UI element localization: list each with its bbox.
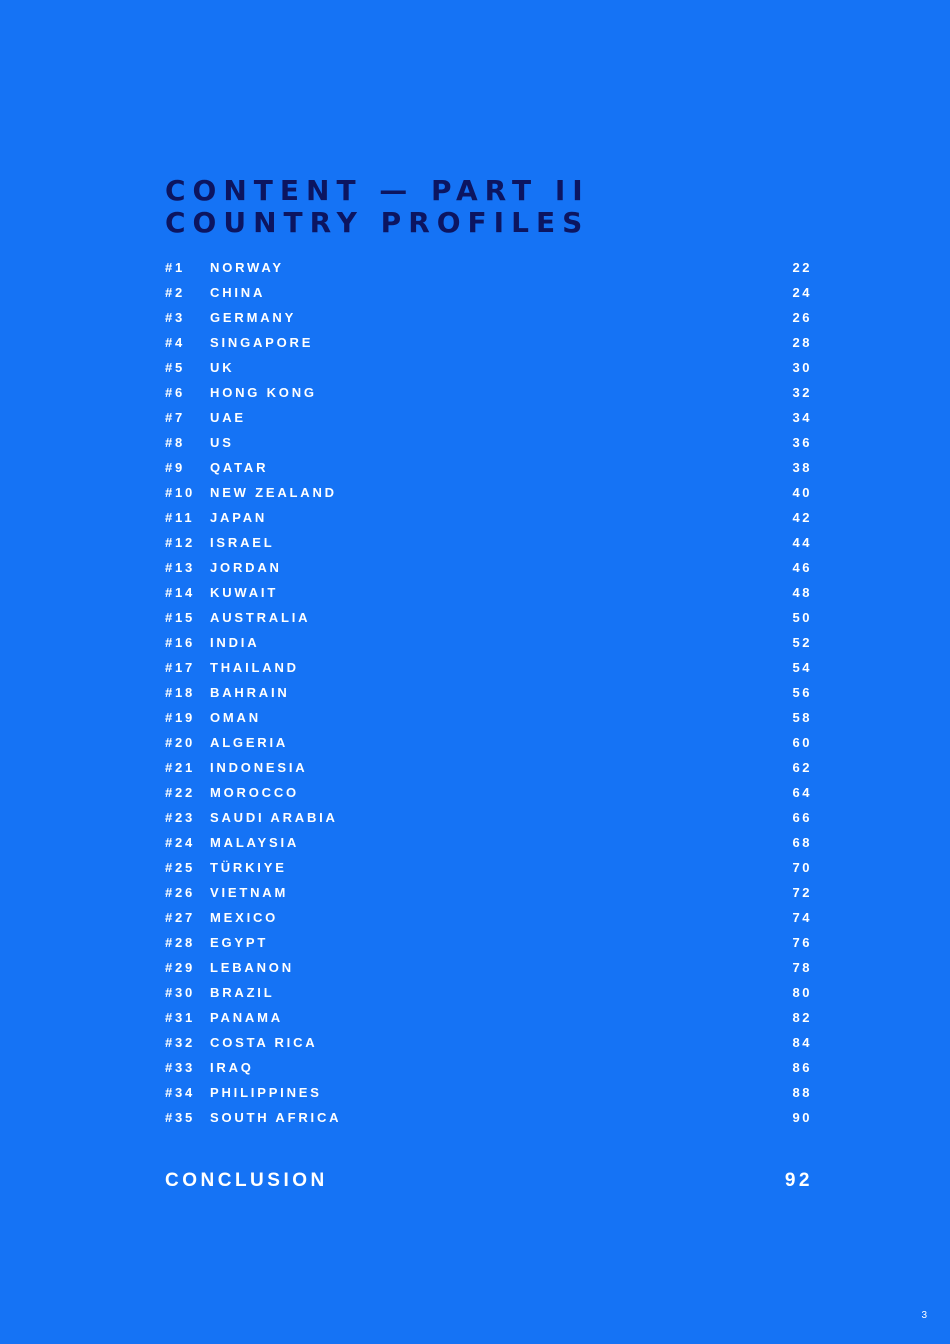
toc-entry-rank: #13 <box>165 560 196 575</box>
toc-entry-page-number: 36 <box>792 435 812 450</box>
toc-entry-country: BRAZIL <box>210 985 275 1000</box>
toc-entry-rank: #6 <box>165 385 186 400</box>
toc-entry-rank: #14 <box>165 585 196 600</box>
toc-entry-page-number: 70 <box>792 860 812 875</box>
toc-entry-country: HONG KONG <box>210 385 317 400</box>
toc-entry[interactable] <box>165 505 810 530</box>
toc-entry-rank: #35 <box>165 1110 196 1125</box>
toc-entry[interactable] <box>165 430 810 455</box>
toc-entry-rank: #2 <box>165 285 186 300</box>
toc-entry-page-number: 78 <box>792 960 812 975</box>
toc-entry-rank: #33 <box>165 1060 196 1075</box>
toc-entry-country: QATAR <box>210 460 269 475</box>
toc-entry[interactable] <box>165 680 810 705</box>
toc-entry-page-number: 76 <box>792 935 812 950</box>
toc-entry[interactable] <box>165 380 810 405</box>
toc-entry-rank: #12 <box>165 535 196 550</box>
toc-entry-rank: #27 <box>165 910 196 925</box>
toc-entry-rank: #11 <box>165 510 195 525</box>
toc-entry[interactable] <box>165 630 810 655</box>
toc-entry-country: VIETNAM <box>210 885 289 900</box>
toc-entry-rank: #17 <box>165 660 196 675</box>
toc-entry-country: UK <box>210 360 235 375</box>
toc-entry-page-number: 40 <box>792 485 812 500</box>
toc-entry-rank: #32 <box>165 1035 196 1050</box>
toc-entry-page-number: 66 <box>792 810 812 825</box>
toc-entry[interactable] <box>165 1105 810 1130</box>
toc-entry-country: SOUTH AFRICA <box>210 1110 342 1125</box>
toc-entry-country: INDIA <box>210 635 260 650</box>
toc-entry-page-number: 50 <box>792 610 812 625</box>
toc-entry-page-number: 48 <box>792 585 812 600</box>
title-line-1: CONTENT — PART II <box>165 174 590 207</box>
toc-entry-country: JAPAN <box>210 510 268 525</box>
toc-entry[interactable] <box>165 980 810 1005</box>
toc-entry-country: LEBANON <box>210 960 294 975</box>
toc-entry[interactable] <box>165 805 810 830</box>
toc-entry[interactable] <box>165 280 810 305</box>
toc-entry-country: AUSTRALIA <box>210 610 311 625</box>
toc-entry-rank: #5 <box>165 360 186 375</box>
toc-entry[interactable] <box>165 555 810 580</box>
toc-entry[interactable] <box>165 1030 810 1055</box>
toc-entry[interactable] <box>165 755 810 780</box>
conclusion-label: CONCLUSION <box>165 1170 328 1191</box>
toc-entry[interactable] <box>165 455 810 480</box>
toc-entry-rank: #25 <box>165 860 196 875</box>
toc-entry[interactable] <box>165 255 810 280</box>
toc-entry-country: ALGERIA <box>210 735 289 750</box>
toc-entry-page-number: 52 <box>792 635 812 650</box>
toc-entry[interactable] <box>165 880 810 905</box>
toc-entry-rank: #26 <box>165 885 196 900</box>
toc-entry[interactable] <box>165 705 810 730</box>
conclusion-entry[interactable] <box>165 1166 813 1196</box>
page-number: 3 <box>921 1310 927 1321</box>
toc-entry[interactable] <box>165 355 810 380</box>
toc-entry-country: MEXICO <box>210 910 279 925</box>
toc-entry-rank: #28 <box>165 935 196 950</box>
toc-entry-country: PANAMA <box>210 1010 283 1025</box>
toc-entry[interactable] <box>165 930 810 955</box>
toc-entry-page-number: 58 <box>792 710 812 725</box>
toc-entry-country: BAHRAIN <box>210 685 290 700</box>
toc-entry-rank: #30 <box>165 985 196 1000</box>
toc-entry[interactable] <box>165 730 810 755</box>
toc-entry-page-number: 30 <box>792 360 812 375</box>
toc-entry-page-number: 34 <box>792 410 812 425</box>
toc-entry-country: MOROCCO <box>210 785 299 800</box>
toc-entry-rank: #9 <box>165 460 186 475</box>
table-of-contents <box>165 255 810 1130</box>
toc-entry-page-number: 72 <box>792 885 812 900</box>
toc-entry-country: KUWAIT <box>210 585 279 600</box>
toc-entry-country: OMAN <box>210 710 261 725</box>
toc-entry-country: SINGAPORE <box>210 335 314 350</box>
toc-entry[interactable] <box>165 305 810 330</box>
toc-entry[interactable] <box>165 905 810 930</box>
page-title <box>165 175 590 239</box>
toc-entry-page-number: 62 <box>792 760 812 775</box>
toc-entry[interactable] <box>165 955 810 980</box>
toc-entry[interactable] <box>165 655 810 680</box>
conclusion-page-number: 92 <box>784 1170 813 1191</box>
toc-entry[interactable] <box>165 480 810 505</box>
toc-entry-page-number: 74 <box>792 910 812 925</box>
toc-entry-rank: #31 <box>165 1010 196 1025</box>
toc-entry-rank: #24 <box>165 835 196 850</box>
toc-entry-page-number: 88 <box>792 1085 812 1100</box>
toc-entry-page-number: 24 <box>792 285 812 300</box>
toc-entry-rank: #29 <box>165 960 196 975</box>
toc-entry-rank: #4 <box>165 335 186 350</box>
toc-entry[interactable] <box>165 580 810 605</box>
toc-entry[interactable] <box>165 1005 810 1030</box>
toc-entry-page-number: 82 <box>792 1010 812 1025</box>
toc-entry-page-number: 54 <box>792 660 812 675</box>
toc-entry[interactable] <box>165 830 810 855</box>
toc-entry-page-number: 68 <box>792 835 812 850</box>
toc-entry-page-number: 44 <box>792 535 812 550</box>
toc-entry-country: INDONESIA <box>210 760 308 775</box>
toc-entry[interactable] <box>165 530 810 555</box>
toc-entry-rank: #18 <box>165 685 196 700</box>
toc-entry[interactable] <box>165 780 810 805</box>
toc-entry-page-number: 38 <box>792 460 812 475</box>
toc-entry-rank: #10 <box>165 485 196 500</box>
toc-entry-country: IRAQ <box>210 1060 254 1075</box>
toc-entry-page-number: 56 <box>792 685 812 700</box>
toc-entry-country: NEW ZEALAND <box>210 485 337 500</box>
toc-entry-page-number: 46 <box>792 560 812 575</box>
toc-entry-rank: #20 <box>165 735 196 750</box>
toc-entry-country: MALAYSIA <box>210 835 300 850</box>
toc-entry[interactable] <box>165 405 810 430</box>
toc-entry-country: UAE <box>210 410 246 425</box>
toc-entry-rank: #15 <box>165 610 196 625</box>
toc-entry-page-number: 32 <box>792 385 812 400</box>
toc-entry-page-number: 28 <box>792 335 812 350</box>
toc-entry-rank: #34 <box>165 1085 196 1100</box>
toc-entry[interactable] <box>165 605 810 630</box>
toc-entry-country: CHINA <box>210 285 266 300</box>
toc-entry-country: SAUDI ARABIA <box>210 810 338 825</box>
toc-entry-rank: #16 <box>165 635 196 650</box>
toc-entry-rank: #1 <box>165 260 186 275</box>
toc-entry-page-number: 90 <box>792 1110 812 1125</box>
toc-entry-rank: #23 <box>165 810 196 825</box>
toc-entry-rank: #22 <box>165 785 196 800</box>
title-line-2: COUNTRY PROFILES <box>165 206 590 239</box>
toc-entry[interactable] <box>165 330 810 355</box>
toc-entry-rank: #7 <box>165 410 186 425</box>
toc-entry[interactable] <box>165 855 810 880</box>
toc-entry-rank: #3 <box>165 310 186 325</box>
toc-entry-country: PHILIPPINES <box>210 1085 322 1100</box>
toc-entry[interactable] <box>165 1080 810 1105</box>
toc-entry-country: US <box>210 435 234 450</box>
toc-entry-rank: #8 <box>165 435 186 450</box>
toc-entry-country: GERMANY <box>210 310 297 325</box>
toc-entry-rank: #21 <box>165 760 196 775</box>
toc-entry-page-number: 86 <box>792 1060 812 1075</box>
toc-entry-page-number: 22 <box>792 260 812 275</box>
toc-entry-page-number: 84 <box>792 1035 812 1050</box>
toc-entry-page-number: 42 <box>792 510 812 525</box>
toc-entry-rank: #19 <box>165 710 196 725</box>
toc-entry-page-number: 26 <box>792 310 812 325</box>
toc-entry-country: TÜRKIYE <box>210 860 287 875</box>
toc-entry-country: EGYPT <box>210 935 269 950</box>
toc-entry[interactable] <box>165 1055 810 1080</box>
toc-entry-country: JORDAN <box>210 560 282 575</box>
toc-entry-page-number: 64 <box>792 785 812 800</box>
toc-entry-country: THAILAND <box>210 660 299 675</box>
toc-entry-country: NORWAY <box>210 260 284 275</box>
toc-entry-country: COSTA RICA <box>210 1035 318 1050</box>
toc-entry-country: ISRAEL <box>210 535 275 550</box>
toc-entry-page-number: 60 <box>792 735 812 750</box>
toc-entry-page-number: 80 <box>792 985 812 1000</box>
